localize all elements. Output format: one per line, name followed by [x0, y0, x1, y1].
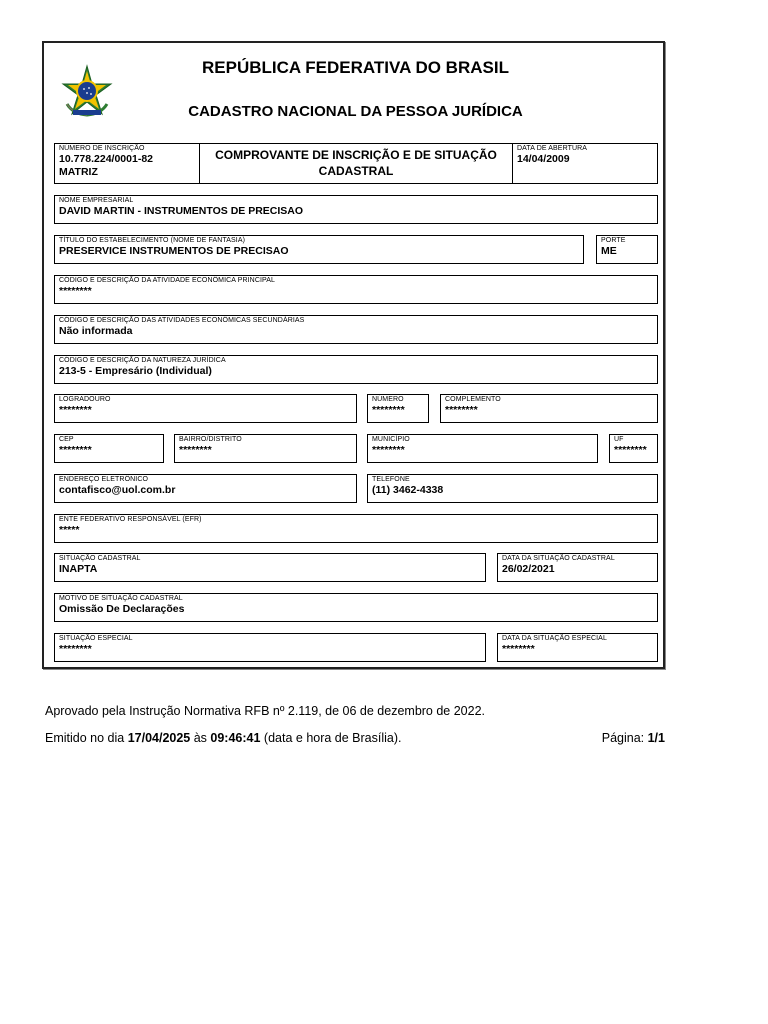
situacao-cadastral-box: [54, 553, 486, 582]
complemento-label: COMPLEMENTO: [445, 396, 501, 403]
telefone-box: [367, 474, 658, 503]
natureza-juridica-label: CÓDIGO E DESCRIÇÃO DA NATUREZA JURÍDICA: [59, 357, 226, 364]
bairro-label: BAIRRO/DISTRITO: [179, 436, 242, 443]
comprovante-box: [199, 143, 513, 184]
telefone-label: TELEFONE: [372, 476, 410, 483]
emitted-suffix: (data e hora de Brasília).: [260, 731, 402, 745]
porte-value: ME: [601, 245, 617, 257]
nome-empresarial-label: NOME EMPRESARIAL: [59, 197, 134, 204]
situacao-especial-box: [54, 633, 486, 662]
atividade-principal-box: [54, 275, 658, 304]
uf-value: ********: [614, 444, 647, 456]
data-abertura-label: DATA DE ABERTURA: [517, 145, 588, 152]
situacao-cadastral-label: SITUAÇÃO CADASTRAL: [59, 555, 141, 562]
municipio-label: MUNICÍPIO: [372, 436, 410, 443]
nome-empresarial-value: DAVID MARTIN - INSTRUMENTOS DE PRECISAO: [59, 205, 304, 217]
bairro-value: ********: [179, 444, 212, 456]
atividades-secundarias-value: Não informada: [59, 325, 133, 337]
situacao-especial-label: SITUAÇÃO ESPECIAL: [59, 635, 133, 642]
motivo-situacao-value: Omissão De Declarações: [59, 603, 185, 615]
emitted-date: 17/04/2025: [127, 731, 191, 745]
data-situacao-especial-label: DATA DA SITUAÇÃO ESPECIAL: [502, 635, 607, 642]
municipio-value: ********: [372, 444, 405, 456]
municipio-box: [367, 434, 598, 463]
data-situacao-especial-box: [497, 633, 658, 662]
matriz-value: MATRIZ: [59, 166, 98, 178]
efr-label: ENTE FEDERATIVO RESPONSÁVEL (EFR): [59, 516, 202, 523]
porte-label: PORTE: [601, 237, 626, 244]
email-value: contafisco@uol.com.br: [59, 484, 176, 496]
emitted-prefix: Emitido no dia: [45, 731, 128, 745]
titulo-estabelecimento-label: TÍTULO DO ESTABELECIMENTO (NOME DE FANTASIA): [59, 237, 246, 244]
numero-inscricao-box: [54, 143, 200, 184]
email-label: ENDEREÇO ELETRÔNICO: [59, 476, 149, 483]
data-situacao-cadastral-label: DATA DA SITUAÇÃO CADASTRAL: [502, 555, 615, 562]
atividades-secundarias-label: CÓDIGO E DESCRIÇÃO DAS ATIVIDADES ECONÔMICAS SECUNDÁRIAS: [59, 317, 305, 324]
nome-empresarial-box: [54, 195, 658, 224]
logradouro-box: [54, 394, 357, 423]
numero-inscricao-label: NÚMERO DE INSCRIÇÃO: [59, 145, 145, 152]
titulo-estabelecimento-value: PRESERVICE INSTRUMENTOS DE PRECISAO: [59, 245, 289, 257]
atividade-principal-label: CÓDIGO E DESCRIÇÃO DA ATIVIDADE ECONÔMICA PRINCIPAL: [59, 277, 276, 284]
numero-label: NÚMERO: [372, 396, 404, 403]
motivo-situacao-box: [54, 593, 658, 622]
approval-text: Aprovado pela Instrução Normativa RFB nº 2.119, de 06 de dezembro de 2022.: [45, 704, 486, 718]
page-value: 1/1: [647, 731, 665, 745]
cep-value: ********: [59, 444, 92, 456]
page-title: REPÚBLICA FEDERATIVA DO BRASIL: [202, 58, 509, 77]
complemento-box: [440, 394, 658, 423]
efr-value: *****: [59, 524, 80, 536]
page-subtitle: CADASTRO NACIONAL DA PESSOA JURÍDICA: [188, 103, 523, 120]
complemento-value: ********: [445, 404, 478, 416]
natureza-juridica-box: [54, 355, 658, 384]
numero-value: ********: [372, 404, 405, 416]
atividades-secundarias-box: [54, 315, 658, 344]
numero-box: [367, 394, 429, 423]
page-number: [602, 731, 665, 745]
porte-box: [596, 235, 658, 264]
natureza-juridica-value: 213-5 - Empresário (Individual): [59, 365, 212, 377]
email-box: [54, 474, 357, 503]
titulo-estabelecimento-box: [54, 235, 584, 264]
logradouro-label: LOGRADOURO: [59, 396, 111, 403]
situacao-cadastral-value: INAPTA: [59, 563, 98, 575]
telefone-value: (11) 3462-4338: [372, 484, 444, 496]
data-situacao-cadastral-value: 26/02/2021: [502, 563, 555, 575]
comprovante-title: COMPROVANTE DE INSCRIÇÃO E DE SITUAÇÃO CADASTRAL: [215, 148, 497, 178]
emitted-text: [45, 731, 402, 745]
efr-box: [54, 514, 658, 543]
situacao-especial-value: ********: [59, 643, 92, 655]
cep-box: [54, 434, 164, 463]
numero-inscricao-value: 10.778.224/0001-82: [59, 153, 154, 165]
cep-label: CEP: [59, 436, 74, 443]
uf-label: UF: [614, 436, 624, 443]
data-abertura-box: [512, 143, 658, 184]
atividade-principal-value: ********: [59, 285, 92, 297]
emitted-time: 09:46:41: [210, 731, 261, 745]
data-situacao-especial-value: ********: [502, 643, 535, 655]
page-label: Página:: [601, 731, 648, 745]
data-abertura-value: 14/04/2009: [517, 153, 570, 165]
motivo-situacao-label: MOTIVO DE SITUAÇÃO CADASTRAL: [59, 595, 183, 602]
bairro-box: [174, 434, 357, 463]
uf-box: [609, 434, 658, 463]
data-situacao-cadastral-box: [497, 553, 658, 582]
logradouro-value: ********: [59, 404, 92, 416]
emitted-mid: às: [190, 731, 211, 745]
